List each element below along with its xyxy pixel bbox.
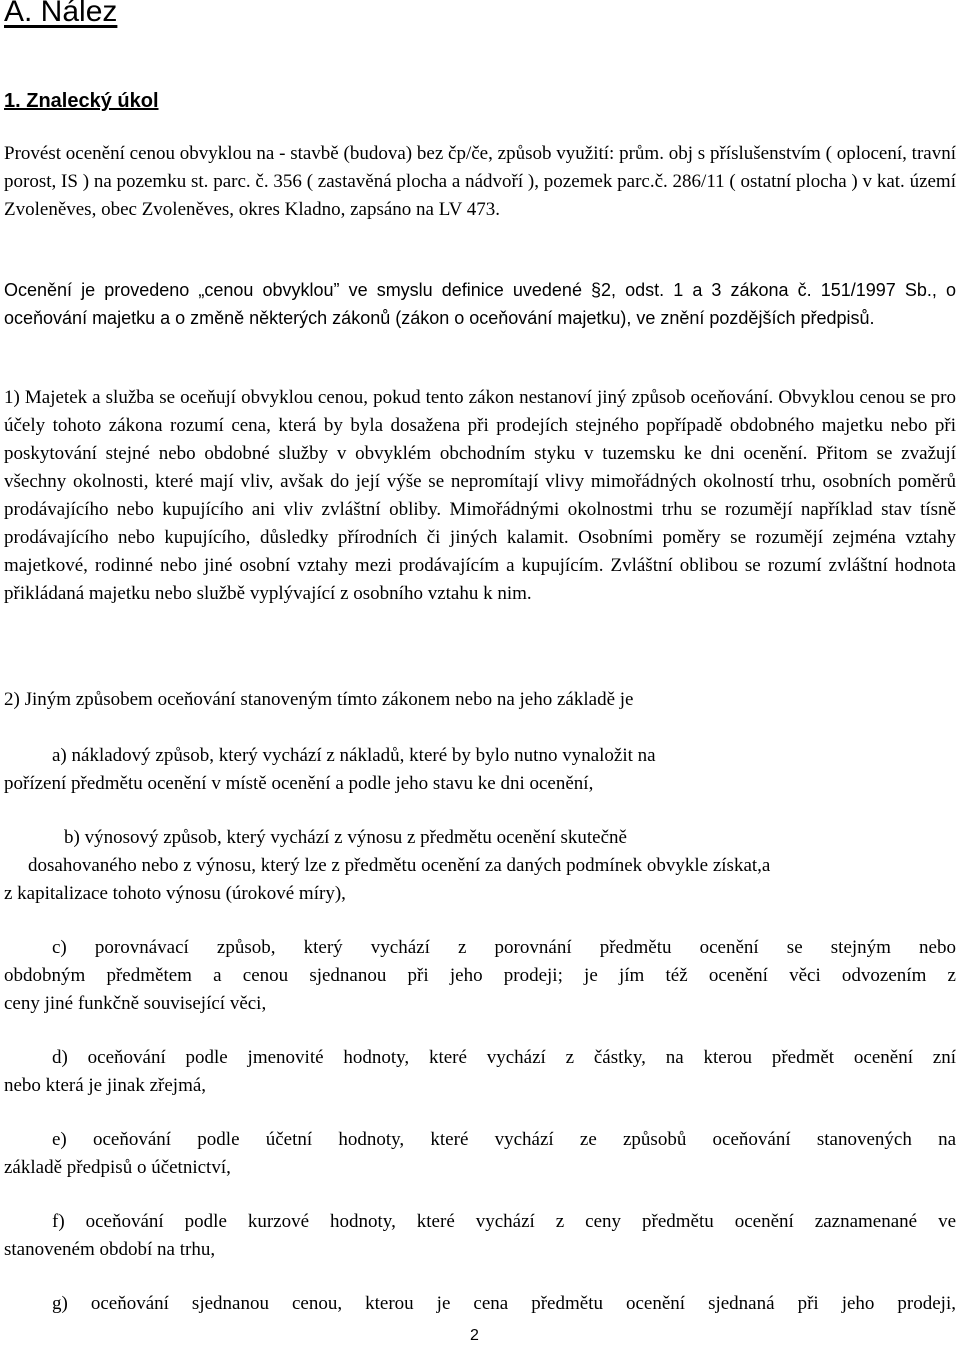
list-item-e-line1: e) oceňování podle účetní hodnoty, které vychází ze způsobů oceňování stanovených na bbox=[52, 1129, 956, 1150]
list-item-c-line3: ceny jiné funkčně související věci, bbox=[4, 993, 267, 1014]
list-item-d-line2: nebo která je jinak zřejmá, bbox=[4, 1075, 207, 1096]
paragraph-task: Provést ocenění cenou obvyklou na - stavbě (budova) bez čp/če, způsob využití: prům. obj s příslušenstvím ( oplocení, travní porost, IS ) na pozemku st. parc. č. 356 ( zastavěná plocha a nádvoří ), pozemek parc.č. 286/11 ( ostatní plocha ) v kat. území Zvoleněves, obec Zvoleněves, okres Kladno, zapsáno na LV 473. bbox=[4, 143, 956, 220]
list-item-d-line1: d) oceňování podle jmenovité hodnoty, které vychází z částky, na kterou předmět ocenění zní bbox=[52, 1047, 956, 1068]
list-item-f-line1: f) oceňování podle kurzové hodnoty, které vychází z ceny předmětu ocenění zaznamenané ve bbox=[52, 1211, 956, 1232]
list-item-a-line2: pořízení předmětu ocenění v místě ocenění a podle jeho stavu ke dni ocenění, bbox=[4, 773, 594, 794]
list-item-c-line2: obdobným předmětem a cenou sjednanou při jeho prodeji; je jím též ocenění věci odvozením z bbox=[4, 965, 956, 986]
list-item-f-line2: stanoveném období na trhu, bbox=[4, 1239, 216, 1260]
page-number: 2 bbox=[470, 1327, 479, 1344]
list-item-e-line2: základě předpisů o účetnictví, bbox=[4, 1157, 231, 1178]
paragraph-law-1: 1) Majetek a služba se oceňují obvyklou cenou, pokud tento zákon nestanoví jiný způsob oceňování. Obvyklou cenou se pro účely tohoto zákona rozumí cena, která by byla dosažena při prodejích stejného popřípadě obdobného majetku nebo při poskytování stejné nebo obdobné služby v obvyklém obchodním styku v tuzemsku ke dni ocenění. Přitom se zvažují všechny okolnosti, které mají vliv, avšak do její výše se nepromítají vlivy mimořádných okolností trhu, osobních poměrů prodávajícího nebo kupujícího ani vliv zvláštní obliby. Mimořádnými okolnostmi trhu se rozumějí například stav tísně prodávajícího nebo kupujícího, důsledky přírodních či jiných kalamit. Osobními poměry se rozumějí zejména vztahy majetkové, rodinné nebo jiné osobní vztahy mezi prodávajícím a kupujícím. Zvláštní oblibou se rozumí zvláštní hodnota přikládaná majetku nebo službě vyplývající z osobního vztahu k nim. bbox=[4, 387, 956, 604]
paragraph-law-2: 2) Jiným způsobem oceňování stanoveným tímto zákonem nebo na jeho základě je bbox=[4, 689, 634, 710]
list-item-g-line1: g) oceňování sjednanou cenou, kterou je cena předmětu ocenění sjednaná při jeho prodeji, bbox=[52, 1293, 956, 1314]
section-heading: 1. Znalecký úkol bbox=[4, 90, 159, 112]
list-item-c-line1: c) porovnávací způsob, který vychází z porovnání předmětu ocenění se stejným nebo bbox=[52, 937, 956, 958]
list-item-b-line3: z kapitalizace tohoto výnosu (úrokové míry), bbox=[4, 883, 346, 904]
document-title: A. Nález bbox=[4, 0, 118, 28]
list-item-a-line1: a) nákladový způsob, který vychází z nákladů, které by bylo nutno vynaložit na bbox=[52, 745, 656, 766]
paragraph-definition: Ocenění je provedeno „cenou obvyklou” ve smyslu definice uvedené §2, odst. 1 a 3 zákona č. 151/1997 Sb., o oceňování majetku a o změně některých zákonů (zákon o oceňování majetku), ve znění pozdějších předpisů. bbox=[4, 280, 956, 328]
list-item-b-line2: dosahovaného nebo z výnosu, který lze z předmětu ocenění za daných podmínek obvykle získat,a bbox=[28, 855, 771, 876]
list-item-b-line1: b) výnosový způsob, který vychází z výnosu z předmětu ocenění skutečně bbox=[64, 827, 627, 848]
